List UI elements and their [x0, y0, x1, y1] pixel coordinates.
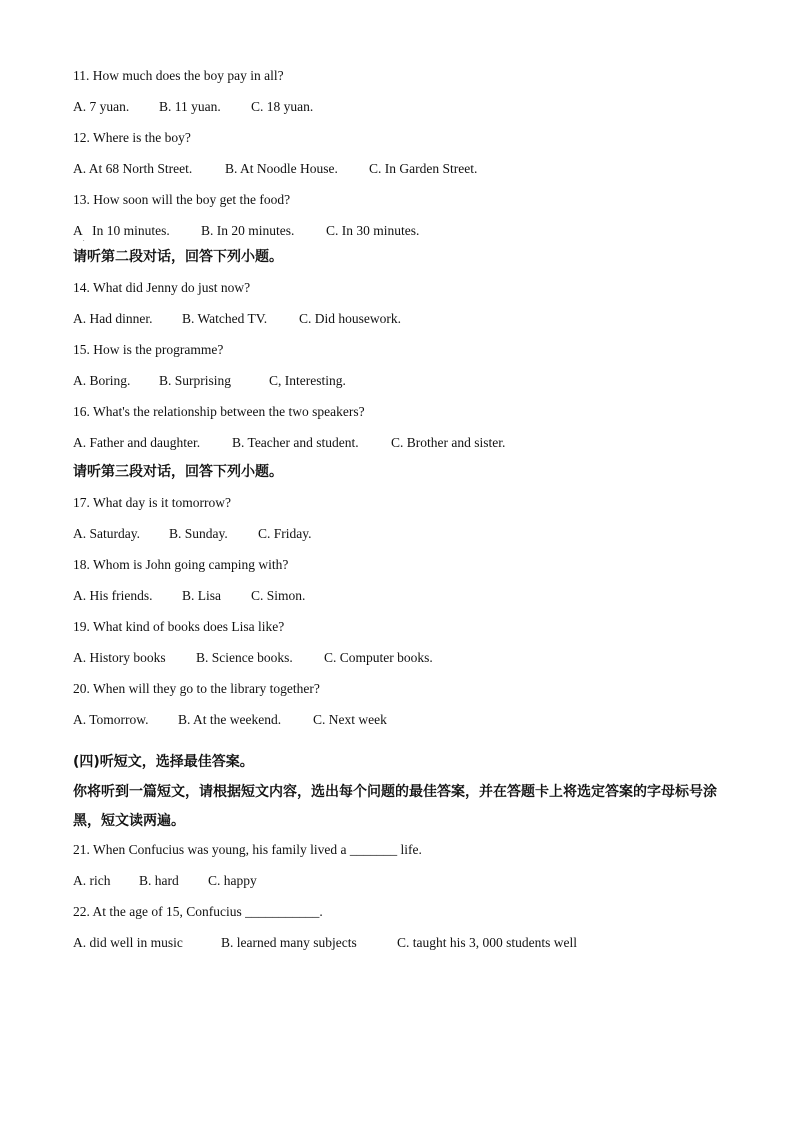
options-20	[73, 710, 733, 730]
option-22-c: C. taught his 3, 000 students well	[397, 935, 577, 950]
option-19-a: A. History books	[73, 650, 166, 665]
options-18	[73, 586, 733, 606]
part-4-instructions: 你将听到一篇短文，请根据短文内容，选出每个问题的最佳答案，并在答题卡上将选定答案的字母标号涂黑，短文读两遍。	[73, 784, 717, 829]
option-21-a: A. rich	[73, 873, 111, 888]
option-17-b: B. Sunday.	[169, 526, 228, 541]
option-13-c: C. In 30 minutes.	[326, 223, 420, 238]
option-14-b: B. Watched TV.	[182, 311, 268, 326]
option-18-b: B. Lisa	[182, 588, 221, 603]
section-2-heading: 请听第二段对话，回答下列小题。	[73, 249, 283, 265]
option-15-b: B. Surprising	[159, 373, 232, 388]
options-16	[73, 433, 733, 453]
option-15-c: C, Interesting.	[269, 373, 346, 388]
option-13-a: A In 10 minutes.	[73, 223, 170, 238]
option-11-b: B. 11 yuan.	[159, 99, 221, 114]
option-22-b: B. learned many subjects	[221, 935, 357, 950]
option-12-a: A. At 68 North Street.	[73, 161, 193, 176]
option-14-c: C. Did housework.	[299, 311, 401, 326]
stray-mark: .	[83, 237, 85, 243]
question-14: 14. What did Jenny do just now?	[73, 280, 251, 295]
options-22	[73, 933, 733, 953]
question-20: 20. When will they go to the library together?	[73, 681, 320, 696]
question-16: 16. What's the relationship between the two speakers?	[73, 404, 365, 419]
section-3-heading: 请听第三段对话，回答下列小题。	[73, 464, 283, 480]
option-18-a: A. His friends.	[73, 588, 153, 603]
option-20-b: B. At the weekend.	[178, 712, 282, 727]
option-16-b: B. Teacher and student.	[232, 435, 359, 450]
option-15-a: A. Boring.	[73, 373, 131, 388]
question-19: 19. What kind of books does Lisa like?	[73, 619, 285, 634]
option-19-b: B. Science books.	[196, 650, 293, 665]
options-11	[73, 97, 733, 117]
option-20-a: A. Tomorrow.	[73, 712, 149, 727]
option-12-c: C. In Garden Street.	[369, 161, 478, 176]
option-21-c: C. happy	[208, 873, 257, 888]
question-18: 18. Whom is John going camping with?	[73, 557, 289, 572]
option-13-b: B. In 20 minutes.	[201, 223, 295, 238]
option-17-c: C. Friday.	[258, 526, 312, 541]
option-16-c: C. Brother and sister.	[391, 435, 506, 450]
option-21-b: B. hard	[139, 873, 179, 888]
option-20-c: C. Next week	[313, 712, 387, 727]
part-4-title: (四)听短文，选择最佳答案。	[73, 754, 254, 770]
question-13: 13. How soon will the boy get the food?	[73, 192, 291, 207]
question-21: 21. When Confucius was young, his family lived a _______ life.	[73, 842, 422, 857]
options-21	[73, 871, 733, 891]
option-19-c: C. Computer books.	[324, 650, 433, 665]
option-16-a: A. Father and daughter.	[73, 435, 201, 450]
exam-page	[73, 66, 733, 964]
option-11-c: C. 18 yuan.	[251, 99, 314, 114]
options-19	[73, 648, 733, 668]
options-17	[73, 524, 733, 544]
option-22-a: A. did well in music	[73, 935, 183, 950]
question-22: 22. At the age of 15, Confucius ___________.	[73, 904, 323, 919]
option-14-a: A. Had dinner.	[73, 311, 153, 326]
options-12	[73, 159, 733, 179]
option-18-c: C. Simon.	[251, 588, 306, 603]
question-12: 12. Where is the boy?	[73, 130, 191, 145]
question-11: 11. How much does the boy pay in all?	[73, 68, 284, 83]
options-14	[73, 309, 733, 329]
option-17-a: A. Saturday.	[73, 526, 140, 541]
option-11-a: A. 7 yuan.	[73, 99, 130, 114]
question-17: 17. What day is it tomorrow?	[73, 495, 231, 510]
option-12-b: B. At Noodle House.	[225, 161, 338, 176]
question-15: 15. How is the programme?	[73, 342, 224, 357]
options-15	[73, 371, 733, 391]
